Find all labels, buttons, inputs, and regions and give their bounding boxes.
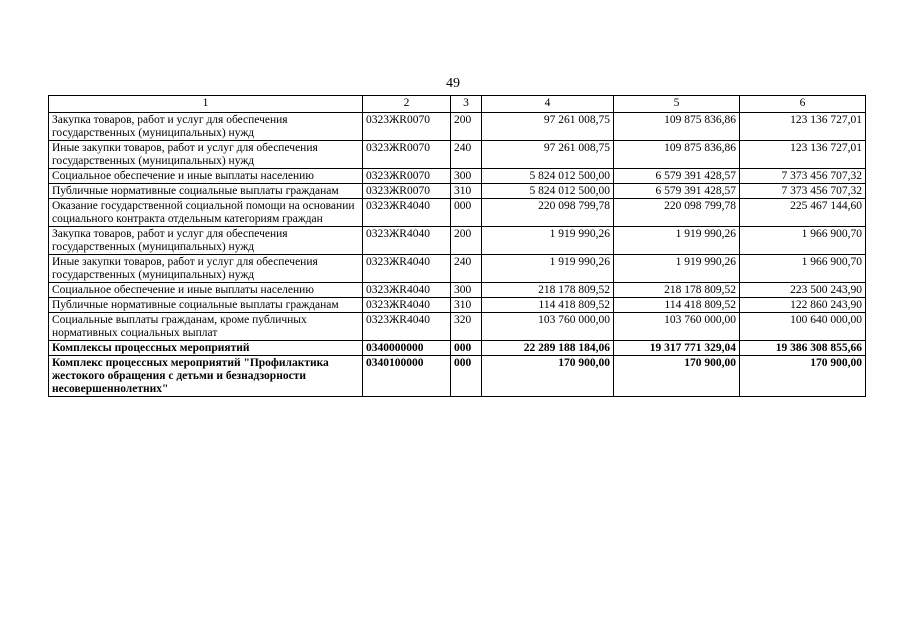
table-row <box>49 255 866 283</box>
row-name-cell: Социальное обеспечение и иные выплаты населению <box>49 283 363 298</box>
row-value-3-cell: 100 640 000,00 <box>740 313 866 341</box>
row-type-cell: 310 <box>451 298 482 313</box>
row-value-2-cell: 109 875 836,86 <box>614 141 740 169</box>
row-type-cell: 310 <box>451 184 482 199</box>
row-name-cell: Комплексы процессных мероприятий <box>49 341 363 356</box>
row-type-cell: 200 <box>451 227 482 255</box>
row-name-cell: Иные закупки товаров, работ и услуг для обеспечения государственных (муниципальных) нужд <box>49 141 363 169</box>
budget-table <box>48 95 866 397</box>
row-type-cell: 300 <box>451 169 482 184</box>
row-type-cell: 200 <box>451 113 482 141</box>
table-row <box>49 113 866 141</box>
row-value-3-cell: 223 500 243,90 <box>740 283 866 298</box>
row-type-cell: 240 <box>451 255 482 283</box>
row-value-1-cell: 1 919 990,26 <box>482 255 614 283</box>
row-type-cell: 000 <box>451 199 482 227</box>
table-row <box>49 356 866 397</box>
row-value-2-cell: 6 579 391 428,57 <box>614 184 740 199</box>
table-row <box>49 341 866 356</box>
column-header: 6 <box>740 96 866 113</box>
row-code-cell: 0340100000 <box>363 356 451 397</box>
row-value-1-cell: 114 418 809,52 <box>482 298 614 313</box>
row-code-cell: 0323ЖR0070 <box>363 169 451 184</box>
table-body <box>49 113 866 397</box>
row-type-cell: 300 <box>451 283 482 298</box>
row-name-cell: Социальные выплаты гражданам, кроме публичных нормативных социальных выплат <box>49 313 363 341</box>
row-type-cell: 320 <box>451 313 482 341</box>
row-code-cell: 0323ЖR0070 <box>363 141 451 169</box>
row-name-cell: Публичные нормативные социальные выплаты гражданам <box>49 298 363 313</box>
page-number: 49 <box>446 76 460 91</box>
row-name-cell: Комплекс процессных мероприятий "Профилактика жестокого обращения с детьми и безнадзорности несовершеннолетних" <box>49 356 363 397</box>
row-name-cell: Социальное обеспечение и иные выплаты населению <box>49 169 363 184</box>
row-value-2-cell: 170 900,00 <box>614 356 740 397</box>
row-name-cell: Публичные нормативные социальные выплаты гражданам <box>49 184 363 199</box>
row-name-cell: Закупка товаров, работ и услуг для обеспечения государственных (муниципальных) нужд <box>49 113 363 141</box>
row-type-cell: 000 <box>451 356 482 397</box>
table-row <box>49 169 866 184</box>
column-header: 4 <box>482 96 614 113</box>
row-value-1-cell: 5 824 012 500,00 <box>482 184 614 199</box>
row-value-1-cell: 1 919 990,26 <box>482 227 614 255</box>
row-value-1-cell: 220 098 799,78 <box>482 199 614 227</box>
table-row <box>49 199 866 227</box>
row-code-cell: 0323ЖR4040 <box>363 313 451 341</box>
row-value-3-cell: 1 966 900,70 <box>740 227 866 255</box>
row-name-cell: Оказание государственной социальной помощи на основании социального контракта отдельным категориям граждан <box>49 199 363 227</box>
row-value-1-cell: 22 289 188 184,06 <box>482 341 614 356</box>
row-value-1-cell: 97 261 008,75 <box>482 113 614 141</box>
row-value-3-cell: 123 136 727,01 <box>740 113 866 141</box>
row-code-cell: 0340000000 <box>363 341 451 356</box>
row-code-cell: 0323ЖR4040 <box>363 199 451 227</box>
row-value-2-cell: 6 579 391 428,57 <box>614 169 740 184</box>
row-value-2-cell: 103 760 000,00 <box>614 313 740 341</box>
header-row <box>49 96 866 113</box>
row-type-cell: 000 <box>451 341 482 356</box>
table-row <box>49 313 866 341</box>
row-value-1-cell: 218 178 809,52 <box>482 283 614 298</box>
row-type-cell: 240 <box>451 141 482 169</box>
column-header: 3 <box>451 96 482 113</box>
row-value-1-cell: 103 760 000,00 <box>482 313 614 341</box>
row-value-2-cell: 114 418 809,52 <box>614 298 740 313</box>
row-value-3-cell: 123 136 727,01 <box>740 141 866 169</box>
table-row <box>49 283 866 298</box>
row-value-1-cell: 170 900,00 <box>482 356 614 397</box>
row-value-3-cell: 122 860 243,90 <box>740 298 866 313</box>
column-header: 1 <box>49 96 363 113</box>
row-value-2-cell: 220 098 799,78 <box>614 199 740 227</box>
row-code-cell: 0323ЖR4040 <box>363 298 451 313</box>
row-value-3-cell: 19 386 308 855,66 <box>740 341 866 356</box>
row-code-cell: 0323ЖR4040 <box>363 255 451 283</box>
row-code-cell: 0323ЖR4040 <box>363 227 451 255</box>
row-value-2-cell: 218 178 809,52 <box>614 283 740 298</box>
row-code-cell: 0323ЖR0070 <box>363 184 451 199</box>
table-row <box>49 141 866 169</box>
row-value-2-cell: 1 919 990,26 <box>614 227 740 255</box>
row-value-2-cell: 19 317 771 329,04 <box>614 341 740 356</box>
row-value-3-cell: 225 467 144,60 <box>740 199 866 227</box>
row-name-cell: Иные закупки товаров, работ и услуг для обеспечения государственных (муниципальных) нужд <box>49 255 363 283</box>
row-value-2-cell: 109 875 836,86 <box>614 113 740 141</box>
table-row <box>49 298 866 313</box>
row-code-cell: 0323ЖR4040 <box>363 283 451 298</box>
table-row <box>49 184 866 199</box>
row-value-3-cell: 1 966 900,70 <box>740 255 866 283</box>
column-header: 5 <box>614 96 740 113</box>
row-value-2-cell: 1 919 990,26 <box>614 255 740 283</box>
table-row <box>49 227 866 255</box>
row-code-cell: 0323ЖR0070 <box>363 113 451 141</box>
row-value-3-cell: 7 373 456 707,32 <box>740 169 866 184</box>
row-value-1-cell: 97 261 008,75 <box>482 141 614 169</box>
row-value-1-cell: 5 824 012 500,00 <box>482 169 614 184</box>
row-name-cell: Закупка товаров, работ и услуг для обеспечения государственных (муниципальных) нужд <box>49 227 363 255</box>
row-value-3-cell: 7 373 456 707,32 <box>740 184 866 199</box>
column-header: 2 <box>363 96 451 113</box>
row-value-3-cell: 170 900,00 <box>740 356 866 397</box>
